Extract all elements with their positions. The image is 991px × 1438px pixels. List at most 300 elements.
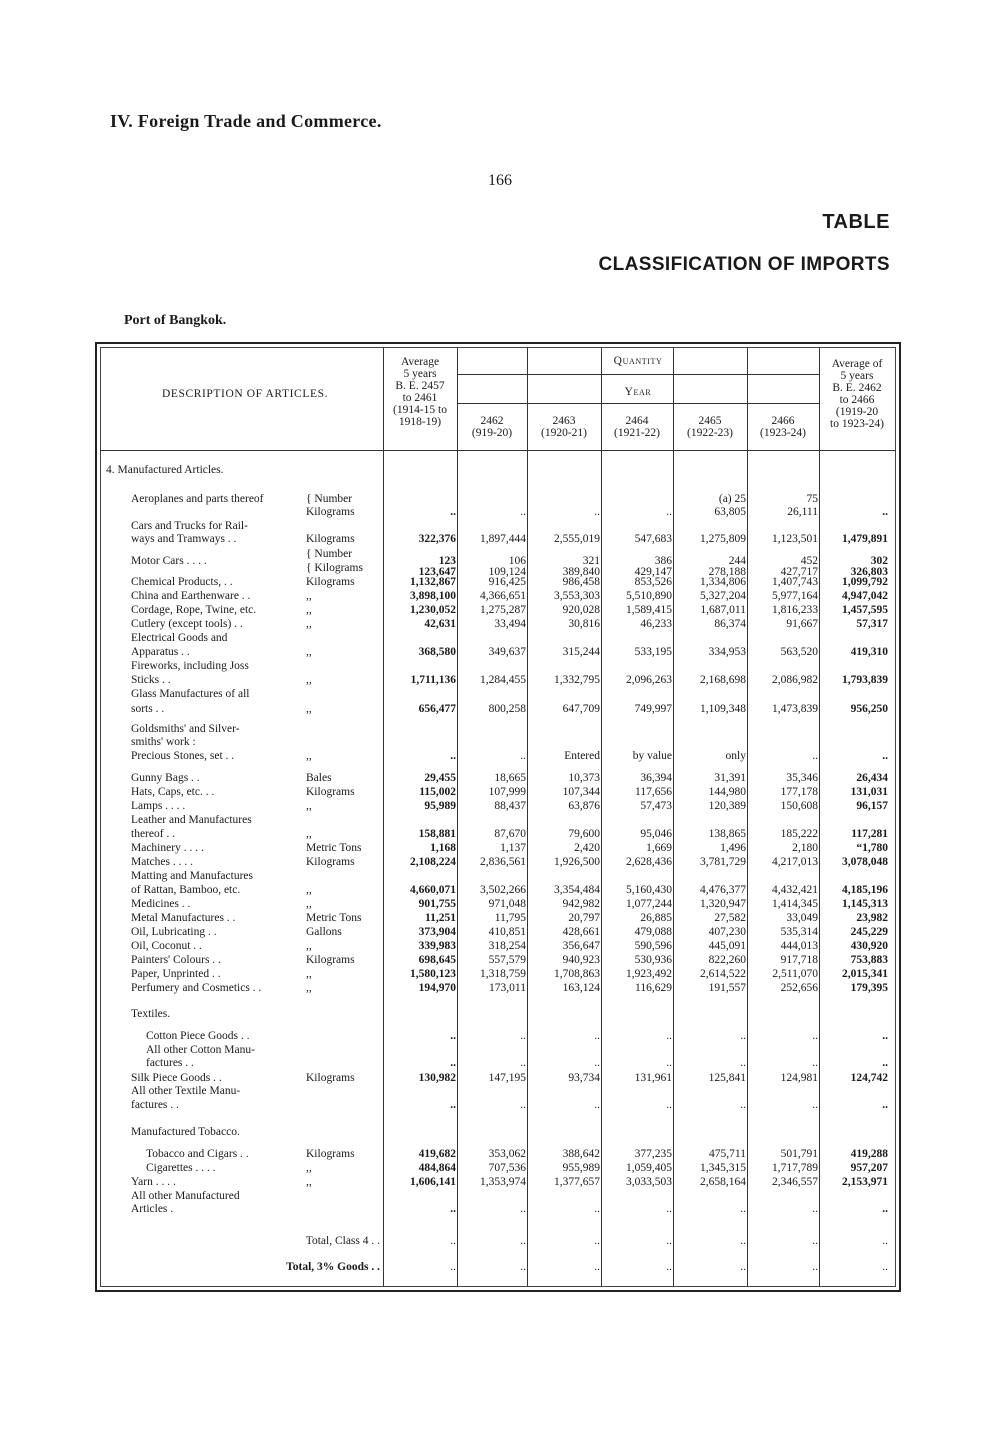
year-2462-cell: 557,579 bbox=[488, 954, 526, 966]
unit-cell: Metric Tons bbox=[306, 912, 362, 924]
year-2466-cell: 1,123,501 bbox=[772, 533, 818, 545]
article-description: Machinery . . . . bbox=[131, 842, 204, 854]
year-2462-cell: 18,665 bbox=[494, 772, 526, 784]
year-2463-cell: 1,926,500 bbox=[554, 856, 600, 868]
year-2462-cell: 4,366,651 bbox=[480, 590, 526, 602]
article-description: Matches . . . . bbox=[131, 856, 193, 868]
article-description: Gunny Bags . . bbox=[131, 772, 200, 784]
year-2462-cell: 11,795 bbox=[494, 912, 526, 924]
year-2465-cell: (a) 25 bbox=[718, 493, 746, 505]
avg-next-cell: .. bbox=[882, 750, 888, 762]
year-2462-cell: .. bbox=[520, 1030, 526, 1042]
port-title: Port of Bangkok. bbox=[124, 313, 227, 328]
avg-next-cell: .. bbox=[882, 1203, 888, 1215]
year-2463-cell: 1,377,657 bbox=[554, 1176, 600, 1188]
year-2466-cell: 252,656 bbox=[780, 982, 818, 994]
avg-next-cell: .. bbox=[882, 1057, 888, 1069]
year-2463-cell: 942,982 bbox=[562, 898, 600, 910]
unit-cell: { Number bbox=[306, 493, 353, 505]
year-2464-cell: .. bbox=[666, 1057, 672, 1069]
avg-prev-cell: 373,904 bbox=[418, 926, 456, 938]
year-2466-cell: 2,086,982 bbox=[772, 674, 818, 686]
year-column-header: 2463 (1920-21) bbox=[541, 415, 587, 439]
year-2465-cell: 4,476,377 bbox=[700, 884, 746, 896]
article-description: Cordage, Rope, Twine, etc. bbox=[131, 604, 257, 616]
avg-next-cell: .. bbox=[882, 1235, 888, 1247]
avg-prev-cell: .. bbox=[450, 1099, 456, 1111]
avg-prev-cell: 115,002 bbox=[419, 786, 456, 798]
avg-prev-cell: .. bbox=[450, 1203, 456, 1215]
year-2463-cell: 63,876 bbox=[568, 800, 600, 812]
avg-prev-cell: 123 bbox=[438, 555, 456, 567]
avg-next-cell: 3,078,048 bbox=[842, 856, 888, 868]
article-description: Metal Manufactures . . bbox=[131, 912, 236, 924]
avg-next-cell: .. bbox=[882, 1261, 888, 1273]
year-2466-cell: .. bbox=[812, 1099, 818, 1111]
year-2463-cell: 356,647 bbox=[562, 940, 600, 952]
avg-next-header: Average of 5 years B. E. 2462 to 2466 (1919-20 to 1923-24) bbox=[830, 358, 884, 430]
unit-cell: { Kilograms bbox=[306, 562, 363, 574]
year-2465-cell: 1,345,315 bbox=[700, 1162, 746, 1174]
year-2464-cell: .. bbox=[666, 1235, 672, 1247]
year-2464-cell: 1,589,415 bbox=[626, 604, 672, 616]
year-2462-cell: 318,254 bbox=[488, 940, 526, 952]
unit-cell: ,, bbox=[306, 940, 312, 952]
year-2464-cell: 377,235 bbox=[634, 1148, 672, 1160]
article-description: Motor Cars . . . . bbox=[131, 555, 207, 567]
year-2465-cell: 2,658,164 bbox=[700, 1176, 746, 1188]
article-description: Sticks . . bbox=[131, 674, 171, 686]
avg-next-cell: 26,434 bbox=[856, 772, 888, 784]
year-2466-cell: 33,049 bbox=[786, 912, 818, 924]
year-2464-cell: 1,923,492 bbox=[626, 968, 672, 980]
article-description: Manufactured Tobacco. bbox=[131, 1126, 240, 1138]
year-2465-cell: 1,109,348 bbox=[700, 703, 746, 715]
article-description: Chemical Products, . . bbox=[131, 576, 233, 588]
year-2462-cell: 3,502,266 bbox=[480, 884, 526, 896]
year-2464-cell: by value bbox=[632, 750, 672, 762]
year-2463-cell: 93,734 bbox=[568, 1072, 600, 1084]
article-description: Perfumery and Cosmetics . . bbox=[131, 982, 262, 994]
article-description: Electrical Goods and bbox=[131, 632, 228, 644]
avg-next-cell: 326,803 bbox=[850, 566, 888, 578]
year-2462-cell: 107,999 bbox=[488, 786, 526, 798]
year-2464-cell: 429,147 bbox=[634, 566, 672, 578]
avg-next-cell: 753,883 bbox=[850, 954, 888, 966]
year-2465-cell: .. bbox=[740, 1261, 746, 1273]
year-2462-cell: .. bbox=[520, 1099, 526, 1111]
avg-prev-cell: 4,660,071 bbox=[410, 884, 456, 896]
year-2464-cell: 386 bbox=[654, 555, 672, 567]
year-2466-cell: .. bbox=[812, 1261, 818, 1273]
year-2463-cell: Entered bbox=[564, 750, 600, 762]
year-2463-cell: .. bbox=[594, 1203, 600, 1215]
year-2463-cell: .. bbox=[594, 1235, 600, 1247]
unit-cell: ,, bbox=[306, 750, 312, 762]
year-2462-cell: 173,011 bbox=[489, 982, 526, 994]
year-2466-cell: 535,314 bbox=[780, 926, 818, 938]
year-2464-cell: .. bbox=[666, 1099, 672, 1111]
avg-next-cell: 956,250 bbox=[850, 703, 888, 715]
year-2463-cell: 940,923 bbox=[562, 954, 600, 966]
year-2464-cell: 547,683 bbox=[634, 533, 672, 545]
year-2464-cell: 5,510,890 bbox=[626, 590, 672, 602]
year-2464-cell: .. bbox=[666, 506, 672, 518]
year-2462-cell: 349,637 bbox=[488, 646, 526, 658]
unit-cell: Kilograms bbox=[306, 786, 355, 798]
year-2465-cell: 3,781,729 bbox=[700, 856, 746, 868]
avg-prev-cell: .. bbox=[450, 750, 456, 762]
unit-cell: Kilograms bbox=[306, 576, 355, 588]
year-2465-cell: 63,805 bbox=[714, 506, 746, 518]
unit-cell: Kilograms bbox=[306, 533, 355, 545]
year-2463-cell: 1,708,863 bbox=[554, 968, 600, 980]
year-2462-cell: .. bbox=[520, 1203, 526, 1215]
avg-next-cell: 419,288 bbox=[850, 1148, 888, 1160]
year-2462-cell: .. bbox=[520, 1235, 526, 1247]
avg-prev-cell: .. bbox=[450, 1057, 456, 1069]
avg-next-cell: 23,982 bbox=[856, 912, 888, 924]
unit-cell: ,, bbox=[306, 618, 312, 630]
total-label: Total, Class 4 . . bbox=[305, 1235, 380, 1247]
year-2463-cell: 2,555,019 bbox=[554, 533, 600, 545]
year-2465-cell: 2,168,698 bbox=[700, 674, 746, 686]
avg-prev-cell: 368,580 bbox=[418, 646, 456, 658]
unit-cell: Kilograms bbox=[306, 506, 355, 518]
avg-next-cell: 1,457,595 bbox=[842, 604, 888, 616]
year-2463-cell: 428,661 bbox=[562, 926, 600, 938]
avg-next-cell: 124,742 bbox=[850, 1072, 888, 1084]
avg-next-cell: 1,099,792 bbox=[842, 576, 888, 588]
article-description: All other Manufactured bbox=[131, 1190, 240, 1202]
year-2466-cell: 185,222 bbox=[780, 828, 818, 840]
year-2464-cell: 26,885 bbox=[640, 912, 672, 924]
year-2466-cell: 4,432,421 bbox=[772, 884, 818, 896]
article-description: All other Textile Manu- bbox=[131, 1085, 241, 1097]
year-column-header: 2462 (919-20) bbox=[471, 415, 513, 439]
unit-cell: ,, bbox=[306, 968, 312, 980]
avg-prev-header: Average 5 years B. E. 2457 to 2461 (1914-15 to 1918-19) bbox=[393, 356, 447, 428]
avg-prev-cell: .. bbox=[450, 506, 456, 518]
article-description: Goldsmiths' and Silver- bbox=[131, 723, 240, 735]
description-header: DESCRIPTION OF ARTICLES. bbox=[161, 388, 329, 400]
year-2466-cell: 150,608 bbox=[780, 800, 818, 812]
year-2464-cell: 479,088 bbox=[634, 926, 672, 938]
unit-cell: Kilograms bbox=[306, 1072, 355, 1084]
year-2462-cell: 1,284,455 bbox=[480, 674, 526, 686]
year-2462-cell: 147,195 bbox=[488, 1072, 526, 1084]
year-2464-cell: 1,077,244 bbox=[626, 898, 672, 910]
year-2466-cell: 2,346,557 bbox=[772, 1176, 818, 1188]
article-description: Textiles. bbox=[131, 1008, 171, 1020]
avg-prev-cell: 1,606,141 bbox=[410, 1176, 456, 1188]
page-number: 166 bbox=[488, 172, 512, 189]
avg-prev-cell: 698,645 bbox=[418, 954, 456, 966]
unit-cell: ,, bbox=[306, 646, 312, 658]
article-description: Silk Piece Goods . . bbox=[131, 1072, 222, 1084]
quantity-header: Quantity bbox=[613, 355, 663, 367]
year-2465-cell: .. bbox=[740, 1099, 746, 1111]
avg-prev-cell: 419,682 bbox=[418, 1148, 456, 1160]
year-2462-cell: 87,670 bbox=[494, 828, 526, 840]
unit-cell: Gallons bbox=[306, 926, 342, 938]
year-2465-cell: 1,320,947 bbox=[700, 898, 746, 910]
year-2464-cell: 46,233 bbox=[640, 618, 672, 630]
year-2465-cell: 120,389 bbox=[708, 800, 746, 812]
year-2463-cell: 3,553,303 bbox=[554, 590, 600, 602]
year-2466-cell: 427,717 bbox=[780, 566, 818, 578]
article-description: Yarn . . . . bbox=[131, 1176, 176, 1188]
year-2465-cell: 31,391 bbox=[714, 772, 746, 784]
avg-prev-cell: 1,711,136 bbox=[410, 674, 456, 686]
avg-prev-cell: 339,983 bbox=[418, 940, 456, 952]
avg-next-cell: 117,281 bbox=[851, 828, 888, 840]
article-description: Medicines . . bbox=[131, 898, 191, 910]
avg-prev-cell: .. bbox=[450, 1235, 456, 1247]
year-2462-cell: 1,897,444 bbox=[480, 533, 526, 545]
article-description: Precious Stones, set . . bbox=[131, 750, 235, 762]
year-2462-cell: .. bbox=[520, 750, 526, 762]
year-2464-cell: 131,961 bbox=[634, 1072, 672, 1084]
year-2462-cell: 109,124 bbox=[488, 566, 526, 578]
year-2464-cell: 5,160,430 bbox=[626, 884, 672, 896]
year-2462-cell: 707,536 bbox=[488, 1162, 526, 1174]
year-2465-cell: 445,091 bbox=[708, 940, 746, 952]
unit-cell: ,, bbox=[306, 982, 312, 994]
year-2464-cell: 116,629 bbox=[635, 982, 672, 994]
year-2466-cell: 2,180 bbox=[792, 842, 818, 854]
avg-prev-cell: 656,477 bbox=[418, 703, 456, 715]
article-description: Apparatus . . bbox=[131, 646, 190, 658]
year-2466-cell: 2,511,070 bbox=[772, 968, 818, 980]
article-description: thereof . . bbox=[131, 828, 176, 840]
year-2465-cell: 1,275,809 bbox=[700, 533, 746, 545]
year-2464-cell: 749,997 bbox=[634, 703, 672, 715]
year-2465-cell: 191,557 bbox=[708, 982, 746, 994]
year-2463-cell: 315,244 bbox=[562, 646, 600, 658]
year-2463-cell: 647,709 bbox=[562, 703, 600, 715]
year-2465-cell: 822,260 bbox=[708, 954, 746, 966]
year-2466-cell: 4,217,013 bbox=[772, 856, 818, 868]
year-2465-cell: 2,614,522 bbox=[700, 968, 746, 980]
unit-cell: { Number bbox=[306, 548, 353, 560]
year-2465-cell: 138,865 bbox=[708, 828, 746, 840]
unit-cell: ,, bbox=[306, 884, 312, 896]
year-2462-cell: .. bbox=[520, 1057, 526, 1069]
year-2464-cell: 853,526 bbox=[634, 576, 672, 588]
year-2462-cell: 1,318,759 bbox=[480, 968, 526, 980]
year-2462-cell: 1,137 bbox=[500, 842, 526, 854]
year-2464-cell: 1,059,405 bbox=[626, 1162, 672, 1174]
unit-cell: Bales bbox=[306, 772, 332, 784]
year-2465-cell: 278,188 bbox=[708, 566, 746, 578]
year-2462-cell: 88,437 bbox=[494, 800, 526, 812]
year-2466-cell: .. bbox=[812, 1235, 818, 1247]
article-description: Cutlery (except tools) . . bbox=[131, 618, 243, 630]
year-2466-cell: 75 bbox=[806, 493, 818, 505]
year-2465-cell: .. bbox=[740, 1030, 746, 1042]
unit-cell: ,, bbox=[306, 828, 312, 840]
avg-prev-cell: .. bbox=[450, 1030, 456, 1042]
avg-next-cell: 1,793,839 bbox=[842, 674, 888, 686]
article-description: 4. Manufactured Articles. bbox=[106, 464, 224, 476]
year-2463-cell: 388,642 bbox=[562, 1148, 600, 1160]
year-2463-cell: 986,458 bbox=[562, 576, 600, 588]
avg-prev-cell: 484,864 bbox=[418, 1162, 456, 1174]
year-2465-cell: 125,841 bbox=[708, 1072, 746, 1084]
avg-next-cell: 4,185,196 bbox=[842, 884, 888, 896]
unit-cell: ,, bbox=[306, 1162, 312, 1174]
avg-prev-cell: 2,108,224 bbox=[410, 856, 456, 868]
unit-cell: ,, bbox=[306, 703, 312, 715]
avg-next-cell: 957,207 bbox=[850, 1162, 888, 1174]
year-2466-cell: .. bbox=[812, 1030, 818, 1042]
year-2465-cell: .. bbox=[740, 1057, 746, 1069]
year-2466-cell: 26,111 bbox=[787, 506, 818, 518]
year-2465-cell: only bbox=[725, 750, 746, 762]
avg-prev-cell: 1,580,123 bbox=[410, 968, 456, 980]
table-title: CLASSIFICATION OF IMPORTS bbox=[598, 254, 890, 275]
article-description: Cars and Trucks for Rail- bbox=[131, 520, 248, 532]
year-2462-cell: .. bbox=[520, 1261, 526, 1273]
year-2462-cell: 2,836,561 bbox=[480, 856, 526, 868]
avg-next-cell: 2,015,341 bbox=[842, 968, 888, 980]
avg-prev-cell: 158,881 bbox=[418, 828, 456, 840]
total-label: Total, 3% Goods . . bbox=[286, 1261, 380, 1273]
avg-prev-cell: .. bbox=[450, 1261, 456, 1273]
year-2463-cell: 107,344 bbox=[562, 786, 600, 798]
article-description: Oil, Coconut . . bbox=[131, 940, 202, 952]
unit-cell: ,, bbox=[306, 674, 312, 686]
avg-next-cell: 245,229 bbox=[850, 926, 888, 938]
year-column-header: 2464 (1921-22) bbox=[614, 415, 660, 439]
avg-prev-cell: 1,230,052 bbox=[410, 604, 456, 616]
year-2466-cell: 1,717,789 bbox=[772, 1162, 818, 1174]
year-2465-cell: 1,687,011 bbox=[700, 604, 746, 616]
avg-next-cell: .. bbox=[882, 506, 888, 518]
year-2466-cell: 1,414,345 bbox=[772, 898, 818, 910]
year-2463-cell: .. bbox=[594, 1099, 600, 1111]
year-2462-cell: 971,048 bbox=[488, 898, 526, 910]
year-2465-cell: 1,334,806 bbox=[700, 576, 746, 588]
year-2465-cell: 244 bbox=[728, 555, 746, 567]
year-2462-cell: .. bbox=[520, 506, 526, 518]
year-2466-cell: .. bbox=[812, 1203, 818, 1215]
unit-cell: Kilograms bbox=[306, 1148, 355, 1160]
article-description: Oil, Lubricating . . bbox=[131, 926, 217, 938]
article-description: Matting and Manufactures bbox=[131, 870, 253, 882]
avg-prev-cell: 194,970 bbox=[418, 982, 456, 994]
year-2462-cell: 916,425 bbox=[488, 576, 526, 588]
year-2462-cell: 106 bbox=[508, 555, 526, 567]
year-2466-cell: .. bbox=[812, 1057, 818, 1069]
year-2465-cell: 27,582 bbox=[714, 912, 746, 924]
year-column-header: 2465 (1922-23) bbox=[687, 415, 733, 439]
year-2466-cell: 177,178 bbox=[780, 786, 818, 798]
year-2466-cell: 124,981 bbox=[780, 1072, 818, 1084]
article-description: Paper, Unprinted . . bbox=[131, 968, 221, 980]
avg-prev-cell: 11,251 bbox=[425, 912, 456, 924]
year-2464-cell: 36,394 bbox=[640, 772, 672, 784]
year-column-header: 2466 (1923-24) bbox=[760, 415, 806, 439]
year-2463-cell: .. bbox=[594, 1261, 600, 1273]
article-description: factures . . bbox=[131, 1099, 179, 1111]
unit-cell: Kilograms bbox=[306, 856, 355, 868]
year-2465-cell: 86,374 bbox=[714, 618, 746, 630]
avg-prev-cell: 130,982 bbox=[418, 1072, 456, 1084]
year-2464-cell: 2,096,263 bbox=[626, 674, 672, 686]
year-2466-cell: 444,013 bbox=[780, 940, 818, 952]
year-2465-cell: .. bbox=[740, 1235, 746, 1247]
avg-next-cell: 1,145,313 bbox=[842, 898, 888, 910]
avg-prev-cell: 901,755 bbox=[418, 898, 456, 910]
avg-prev-cell: 123,647 bbox=[418, 566, 456, 578]
avg-prev-cell: 1,168 bbox=[430, 842, 456, 854]
year-2465-cell: .. bbox=[740, 1203, 746, 1215]
year-2463-cell: 3,354,484 bbox=[554, 884, 600, 896]
year-2462-cell: 353,062 bbox=[488, 1148, 526, 1160]
article-description: of Rattan, Bamboo, etc. bbox=[131, 884, 241, 896]
year-2463-cell: .. bbox=[594, 506, 600, 518]
avg-next-cell: 179,395 bbox=[850, 982, 888, 994]
article-description: Cotton Piece Goods . . bbox=[146, 1030, 250, 1042]
section-title: IV. Foreign Trade and Commerce. bbox=[110, 111, 382, 131]
year-2462-cell: 33,494 bbox=[494, 618, 526, 630]
year-2463-cell: 321 bbox=[582, 555, 600, 567]
year-header: Year bbox=[624, 386, 652, 398]
year-2464-cell: 1,669 bbox=[646, 842, 672, 854]
year-2463-cell: 389,840 bbox=[562, 566, 600, 578]
article-description: Aeroplanes and parts thereof bbox=[131, 493, 264, 505]
year-2464-cell: .. bbox=[666, 1203, 672, 1215]
year-2464-cell: 57,473 bbox=[640, 800, 672, 812]
avg-prev-cell: 322,376 bbox=[418, 533, 456, 545]
article-description: factures . . bbox=[146, 1057, 194, 1069]
year-2466-cell: 1,407,743 bbox=[772, 576, 818, 588]
year-2466-cell: 35,346 bbox=[786, 772, 818, 784]
article-description: sorts . . bbox=[131, 703, 165, 715]
year-2463-cell: 1,332,795 bbox=[554, 674, 600, 686]
avg-next-cell: 1,479,891 bbox=[842, 533, 888, 545]
year-2466-cell: 5,977,164 bbox=[772, 590, 818, 602]
table-label: TABLE bbox=[822, 211, 890, 233]
article-description: Cigarettes . . . . bbox=[146, 1162, 216, 1174]
avg-next-cell: 2,153,971 bbox=[842, 1176, 888, 1188]
year-2463-cell: .. bbox=[594, 1057, 600, 1069]
avg-prev-cell: 29,455 bbox=[424, 772, 456, 784]
unit-cell: ,, bbox=[306, 898, 312, 910]
unit-cell: ,, bbox=[306, 800, 312, 812]
year-2465-cell: 407,230 bbox=[708, 926, 746, 938]
unit-cell: Metric Tons bbox=[306, 842, 362, 854]
year-2464-cell: 530,936 bbox=[634, 954, 672, 966]
year-2463-cell: 20,797 bbox=[568, 912, 600, 924]
year-2465-cell: 475,711 bbox=[709, 1148, 746, 1160]
year-2463-cell: 79,600 bbox=[568, 828, 600, 840]
year-2462-cell: 1,353,974 bbox=[480, 1176, 526, 1188]
avg-next-cell: “1,780 bbox=[856, 842, 888, 854]
year-2464-cell: .. bbox=[666, 1030, 672, 1042]
year-2463-cell: 30,816 bbox=[568, 618, 600, 630]
article-description: Glass Manufactures of all bbox=[131, 688, 250, 700]
avg-next-cell: 131,031 bbox=[850, 786, 888, 798]
year-2463-cell: 2,420 bbox=[574, 842, 600, 854]
year-2463-cell: 163,124 bbox=[562, 982, 600, 994]
year-2466-cell: 563,520 bbox=[780, 646, 818, 658]
avg-prev-cell: 3,898,100 bbox=[410, 590, 456, 602]
avg-next-cell: 430,920 bbox=[850, 940, 888, 952]
article-description: Lamps . . . . bbox=[131, 800, 186, 812]
